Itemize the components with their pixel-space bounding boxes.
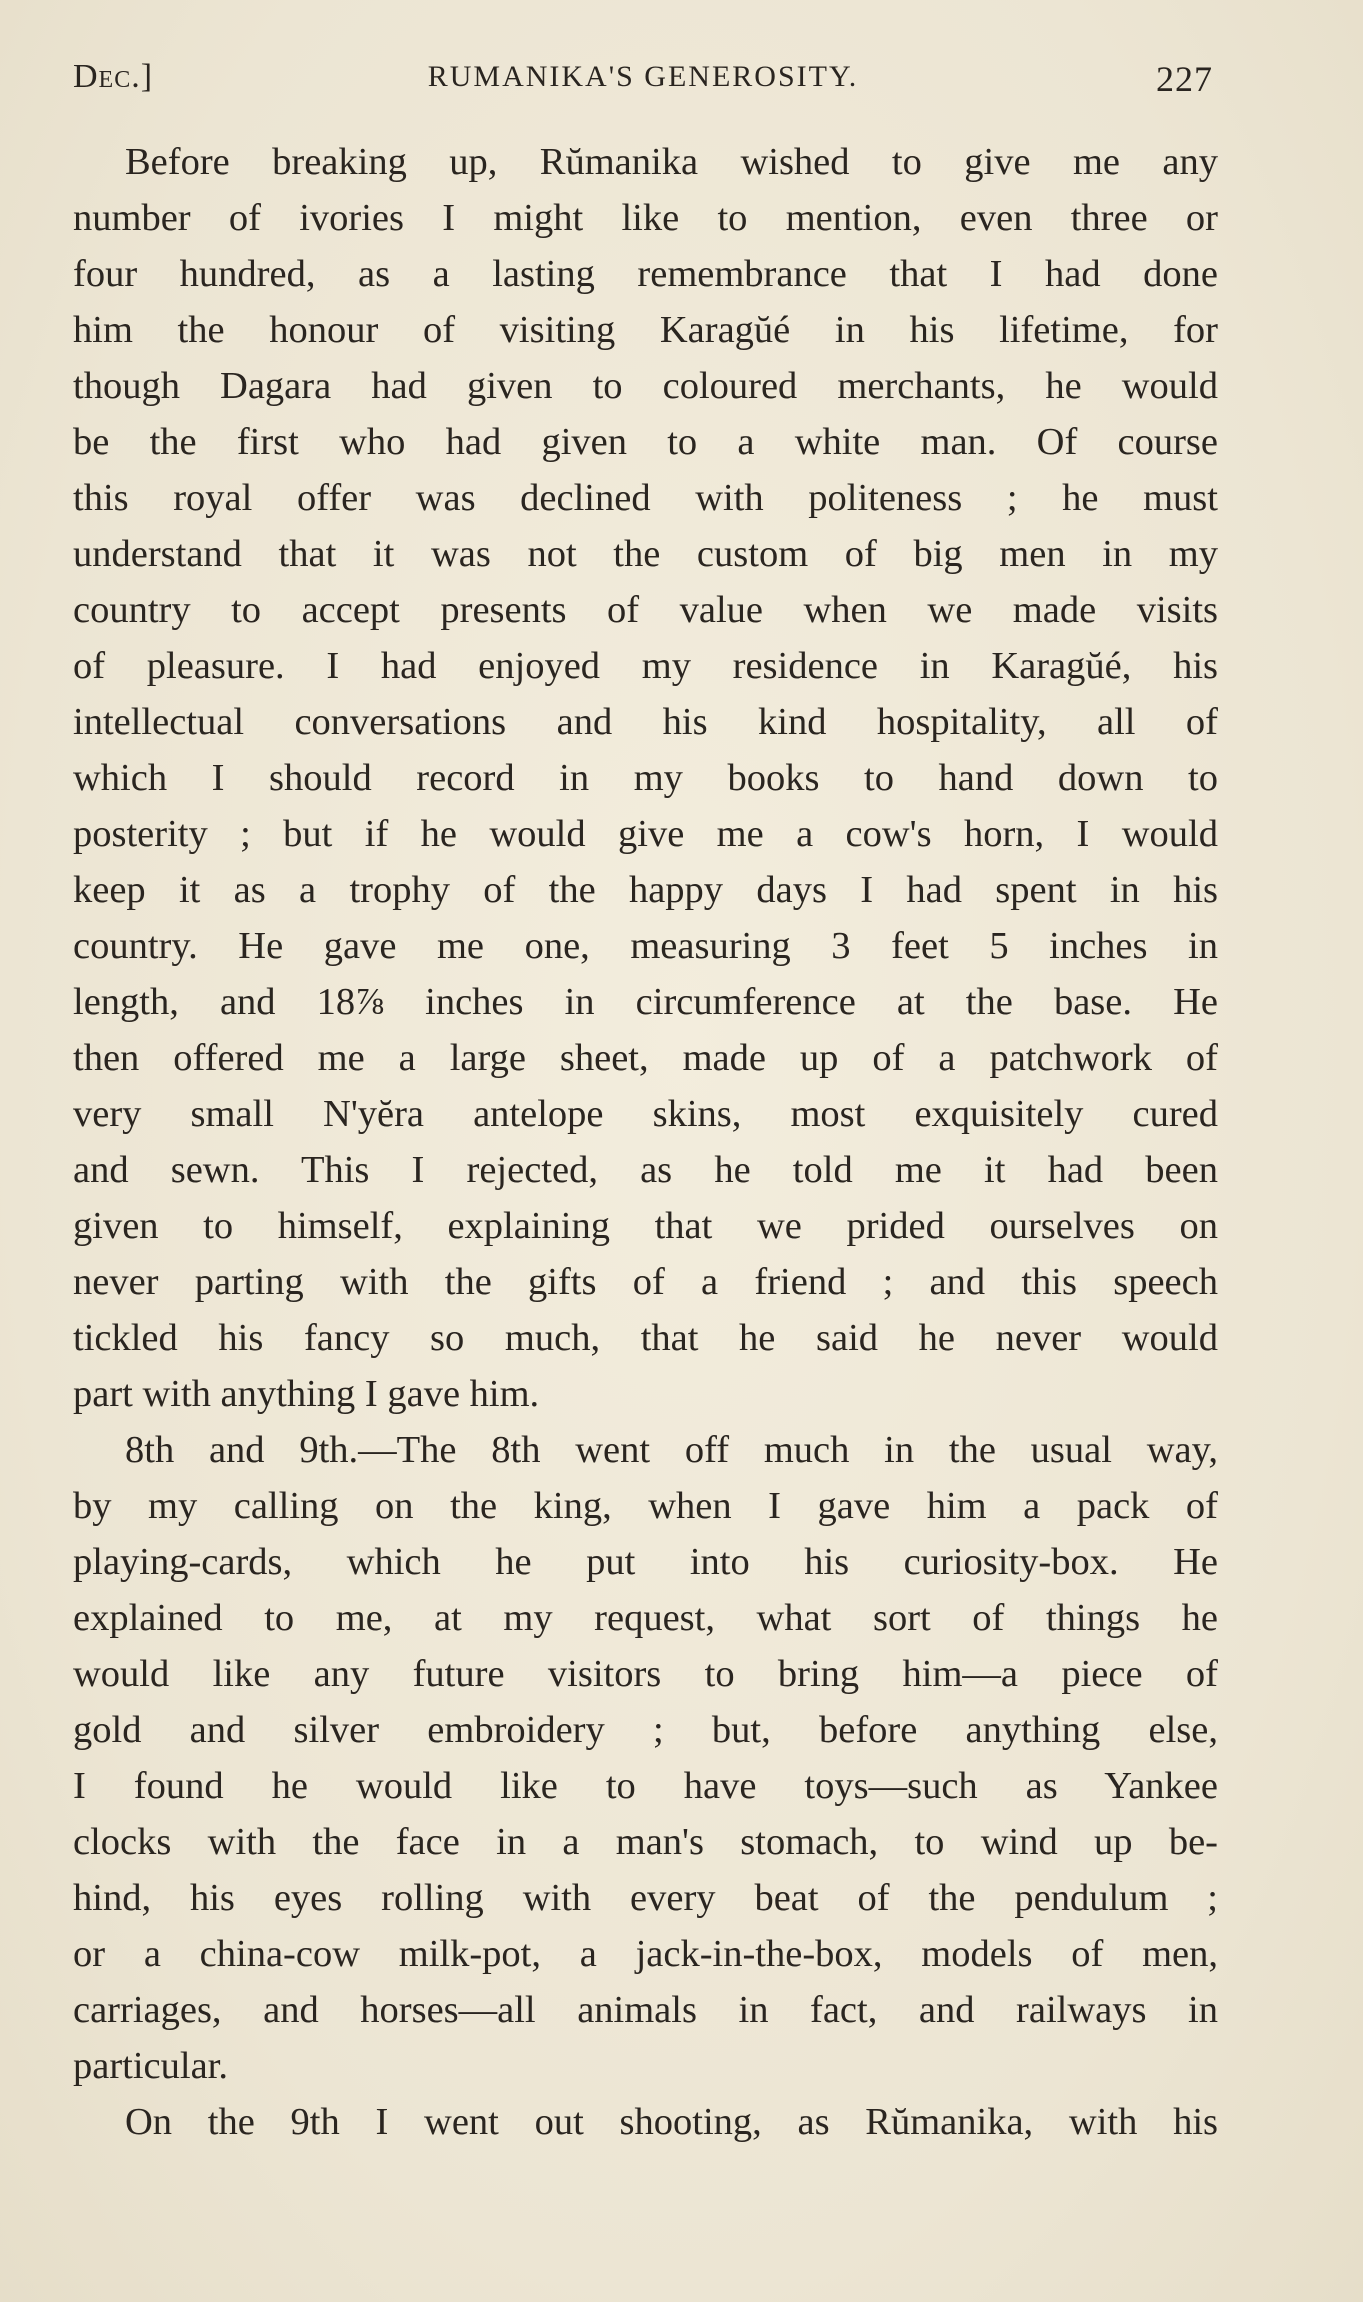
- text-line: four hundred, as a lasting remembrance that I had done: [73, 253, 1218, 295]
- page-number: 227: [1156, 59, 1213, 99]
- text-line: though Dagara had given to coloured merchants, he would: [73, 365, 1218, 407]
- text-line: length, and 18⅞ inches in circumference at the base. He: [73, 981, 1218, 1023]
- running-head-title: RUMANIKA'S GENEROSITY.: [427, 60, 859, 93]
- text-line: this royal offer was declined with politeness ; he must: [73, 477, 1218, 519]
- text-line: On the 9th I went out shooting, as Rŭmanika, with his: [125, 2101, 1218, 2143]
- text-line: then offered me a large sheet, made up of a patchwork of: [73, 1037, 1218, 1079]
- text-line: be the first who had given to a white man. Of course: [73, 421, 1218, 463]
- text-line: or a china-cow milk-pot, a jack-in-the-box, models of men,: [73, 1933, 1218, 1975]
- text-line: explained to me, at my request, what sort of things he: [73, 1597, 1218, 1639]
- text-line: tickled his fancy so much, that he said he never would: [73, 1317, 1218, 1359]
- text-line: of pleasure. I had enjoyed my residence in Karagŭé, his: [73, 645, 1218, 687]
- text-line: hind, his eyes rolling with every beat of the pendulum ;: [73, 1877, 1218, 1919]
- text-line: keep it as a trophy of the happy days I had spent in his: [73, 869, 1218, 911]
- text-line: part with anything I gave him.: [73, 1373, 540, 1415]
- text-line: never parting with the gifts of a friend ; and this speech: [73, 1261, 1218, 1303]
- text-line: him the honour of visiting Karagŭé in his lifetime, for: [73, 309, 1218, 351]
- text-line: by my calling on the king, when I gave him a pack of: [73, 1485, 1218, 1527]
- text-line: carriages, and horses—all animals in fact, and railways in: [73, 1989, 1218, 2031]
- text-line: understand that it was not the custom of big men in my: [73, 533, 1218, 575]
- text-line: clocks with the face in a man's stomach, to wind up be-: [73, 1821, 1218, 1863]
- text-line: country to accept presents of value when we made visits: [73, 589, 1218, 631]
- text-line: would like any future visitors to bring him—a piece of: [73, 1653, 1218, 1695]
- body-text: [73, 134, 1218, 2150]
- text-line: playing-cards, which he put into his curiosity-box. He: [73, 1541, 1218, 1583]
- running-head: [73, 58, 1213, 108]
- text-line: and sewn. This I rejected, as he told me it had been: [73, 1149, 1218, 1191]
- text-line: which I should record in my books to hand down to: [73, 757, 1218, 799]
- text-line: number of ivories I might like to mention, even three or: [73, 197, 1218, 239]
- text-line: I found he would like to have toys—such as Yankee: [73, 1765, 1218, 1807]
- text-line: gold and silver embroidery ; but, before anything else,: [73, 1709, 1218, 1751]
- text-line: Before breaking up, Rŭmanika wished to give me any: [125, 141, 1218, 183]
- text-line: very small N'yĕra antelope skins, most exquisitely cured: [73, 1093, 1218, 1135]
- text-line: given to himself, explaining that we prided ourselves on: [73, 1205, 1218, 1247]
- text-line-dated-entry: 8th and 9th.—The 8th went off much in the usual way,: [125, 1429, 1218, 1471]
- text-line: intellectual conversations and his kind hospitality, all of: [73, 701, 1218, 743]
- text-line: country. He gave me one, measuring 3 feet 5 inches in: [73, 925, 1218, 967]
- running-head-month: Dec.]: [73, 58, 154, 95]
- text-line: posterity ; but if he would give me a cow's horn, I would: [73, 813, 1218, 855]
- text-line: particular.: [73, 2045, 228, 2087]
